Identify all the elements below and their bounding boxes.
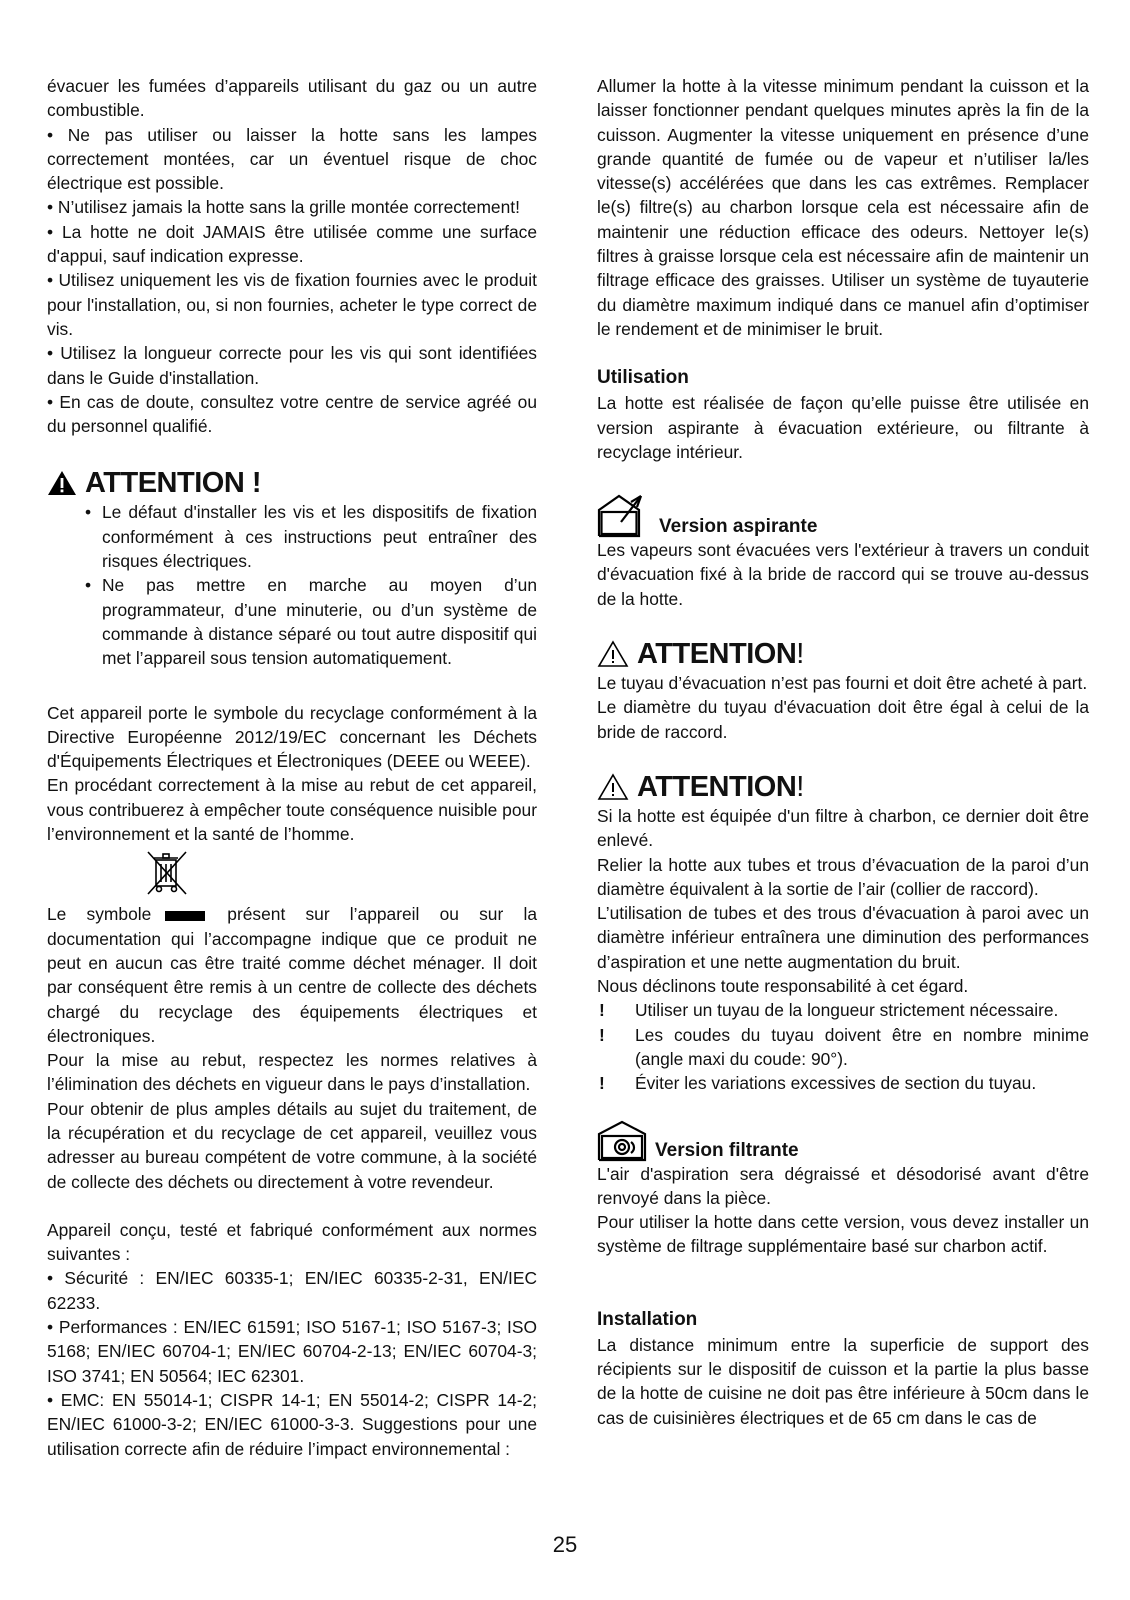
- attention-exclamation: !: [796, 638, 805, 671]
- section-heading-aspirante: [597, 492, 1089, 538]
- warning-triangle-filled-icon: [47, 470, 77, 496]
- paragraph: Les vapeurs sont évacuées vers l'extérieur à travers un conduit d'évacuation fixé à la bride de raccord qui se trouve au-dessus de la hotte.: [597, 540, 1089, 609]
- safety-bullet: • Utilisez uniquement les vis de fixation fournies avec le produit pour l'installation, ou, si non fournies, acheter le type correct de vis.: [47, 270, 537, 339]
- list-item: • Le défaut d'installer les vis et les dispositifs de fixation conformément à ces instructions peut entraîner des risques électriques.: [85, 502, 537, 572]
- page-number: 25: [552, 1532, 578, 1557]
- paragraph: Allumer la hotte à la vitesse minimum pendant la cuisson et la laisser fonctionner pendant quelques minutes après la fin de la cuisson. Augmenter la vitesse uniquement en présence d’une grande quantité de fumée ou de vapeur et n’utiliser la/les vitesse(s) accélérées que dans les cas extrêmes. Remplacer le(s) filtre(s) au charbon lorsque cela est nécessaire afin de maintenir une réduction efficace des odeurs. Nettoyer le(s) filtres à graisse lorsque cela est nécessaire afin de maintenir un filtrage efficace des graisses. Utiliser un système de tuyauterie du diamètre maximum indiqué dans ce manuel afin d’optimiser le rendement et de minimiser le bruit.: [597, 76, 1089, 339]
- attention-exclamation: !: [796, 770, 805, 803]
- paragraph: Nous déclinons toute responsabilité à cet égard.: [597, 976, 969, 997]
- attention-label: ATTENTION: [637, 770, 797, 803]
- safety-bullet: • Ne pas utiliser ou laisser la hotte sans les lampes correctement montées, car un éventuel risque de choc électrique est possible.: [47, 124, 537, 194]
- paragraph: En procédant correctement à la mise au rebut de cet appareil, vous contribuerez à empêcher toute conséquence nuisible pour l’environnement et la santé de l’homme.: [47, 775, 537, 845]
- paragraph: La distance minimum entre la superficie de support des récipients sur le dispositif de cuisson et la partie la plus basse de la hotte de cuisine ne doit pas être inférieure à 50cm dans le cas de cuisinières électriques et de 65 cm dans le cas de: [597, 1334, 1089, 1428]
- norm-item: • EMC: EN 55014-1; CISPR 14-1; EN 55014-2; CISPR 14-2; EN/IEC 61000-3-2; EN/IEC 61000-3-3. Suggestions pour une utilisation correcte afin de réduire l’impact environnemental :: [47, 1389, 537, 1459]
- symbol-bar: [165, 911, 205, 921]
- house-extraction-icon: [597, 492, 651, 538]
- warning-triangle-outline-icon: [597, 773, 629, 801]
- paragraph: L'air d'aspiration sera dégraissé et désodorisé avant d'être renvoyé dans la pièce.: [597, 1163, 1089, 1208]
- paragraph: Le tuyau d’évacuation n’est pas fourni et doit être acheté à part.: [597, 673, 1088, 694]
- norm-item: • Performances : EN/IEC 61591; ISO 5167-1; ISO 5167-3; ISO 5168; EN/IEC 60704-1; EN/IEC 60704-2-13; EN/IEC 60704-3; ISO 3741; EN 50564; IEC 62301.: [47, 1317, 537, 1386]
- weee-symbol: [47, 846, 537, 902]
- list-item: • Ne pas mettre en marche au moyen d’un programmateur, d’une minuterie, ou d’un système de commande à distance séparé ou tout autre dispositif qui met l’appareil sous tension automatiquement.: [85, 575, 537, 669]
- paragraph: Cet appareil porte le symbole du recyclage conformément à la Directive Européenne 2012/19/EC concernant les Déchets d'Équipements Électriques et Électroniques (DEEE ou WEEE).: [47, 702, 537, 772]
- paragraph: L’utilisation de tubes et des trous d'évacuation à paroi avec un diamètre inférieur entraînera une diminution des performances d’aspiration et une nette augmentation du bruit.: [597, 903, 1089, 972]
- section-title-filtrante: Version filtrante: [655, 1139, 799, 1161]
- bullet: •: [85, 575, 92, 596]
- paragraph: Appareil conçu, testé et fabriqué conformément aux normes suivantes :: [47, 1219, 537, 1265]
- paragraph: Pour obtenir de plus amples détails au sujet du traitement, de la récupération et du recyclage de cet appareil, veuillez vous adresser au bureau compétent de votre commune, à la société de collecte des déchets ou directement à votre revendeur.: [47, 1098, 537, 1192]
- warning-triangle-outline-icon: [597, 640, 629, 668]
- list-item: ! Les coudes du tuyau doivent être en nombre minime (angle maxi du coude: 90°).: [599, 1024, 1089, 1069]
- safety-bullet: • En cas de doute, consultez votre centre de service agréé ou du personnel qualifié.: [47, 391, 537, 437]
- list-item: ! Éviter les variations excessives de section du tuyau.: [599, 1073, 1037, 1094]
- paragraph: Le diamètre du tuyau d'évacuation doit être égal à celui de la bride de raccord.: [597, 697, 1089, 742]
- bullet: •: [85, 502, 92, 523]
- paragraph: Le symbole présent sur l’appareil ou sur la documentation qui l’accompagne indique que ce produit ne peut en aucun cas être traité comme déchet ménager. Il doit par conséquent être remis à un centre de collecte des déchets chargé du recyclage des équipements électriques et électroniques.: [47, 904, 537, 1046]
- paragraph: Relier la hotte aux tubes et trous d’évacuation de la paroi d’un diamètre équivalent à la sortie de l’air (collier de raccord).: [597, 854, 1089, 899]
- instruction-list: [597, 998, 1089, 1095]
- safety-bullet: • La hotte ne doit JAMAIS être utilisée comme une surface d'appui, sauf indication expresse.: [47, 221, 537, 267]
- attention-list: [47, 500, 537, 670]
- section-title-installation: Installation: [597, 1308, 698, 1330]
- left-column: [47, 74, 537, 1461]
- norm-item: • Sécurité : EN/IEC 60335-1; EN/IEC 60335-2-31, EN/IEC 62233.: [47, 1268, 537, 1313]
- paragraph: Pour la mise au rebut, respectez les normes relatives à l’élimination des déchets en vigueur dans le pays d’installation.: [47, 1050, 537, 1095]
- paragraph: La hotte est réalisée de façon qu’elle puisse être utilisée en version aspirante à évacuation extérieure, ou filtrante à recyclage intérieur.: [597, 393, 1089, 462]
- safety-bullet: • Utilisez la longueur correcte pour les vis qui sont identifiées dans le Guide d'installation.: [47, 343, 537, 388]
- house-recirculation-icon: [597, 1120, 647, 1162]
- safety-bullet: • N’utilisez jamais la hotte sans la grille montée correctement!: [47, 197, 520, 218]
- attention-heading: [47, 466, 537, 500]
- attention-label: ATTENTION !: [85, 467, 261, 500]
- section-heading-filtrante: [597, 1120, 1089, 1162]
- right-column: [597, 74, 1089, 1430]
- list-item: ! Utiliser un tuyau de la longueur strictement nécessaire.: [599, 1000, 1059, 1021]
- paragraph: évacuer les fumées d’appareils utilisant du gaz ou un autre combustible.: [47, 76, 537, 121]
- paragraph: Si la hotte est équipée d'un filtre à charbon, ce dernier doit être enlevé.: [597, 805, 1089, 851]
- paragraph: Pour utiliser la hotte dans cette version, vous devez installer un système de filtrage supplémentaire basé sur charbon actif.: [597, 1212, 1089, 1257]
- attention-label: ATTENTION: [637, 638, 797, 671]
- attention-heading: [597, 637, 1089, 671]
- crossed-out-bin-icon: [144, 846, 192, 898]
- section-title-aspirante: Version aspirante: [659, 516, 818, 538]
- section-title-utilisation: Utilisation: [597, 367, 689, 389]
- attention-heading: [597, 770, 1089, 804]
